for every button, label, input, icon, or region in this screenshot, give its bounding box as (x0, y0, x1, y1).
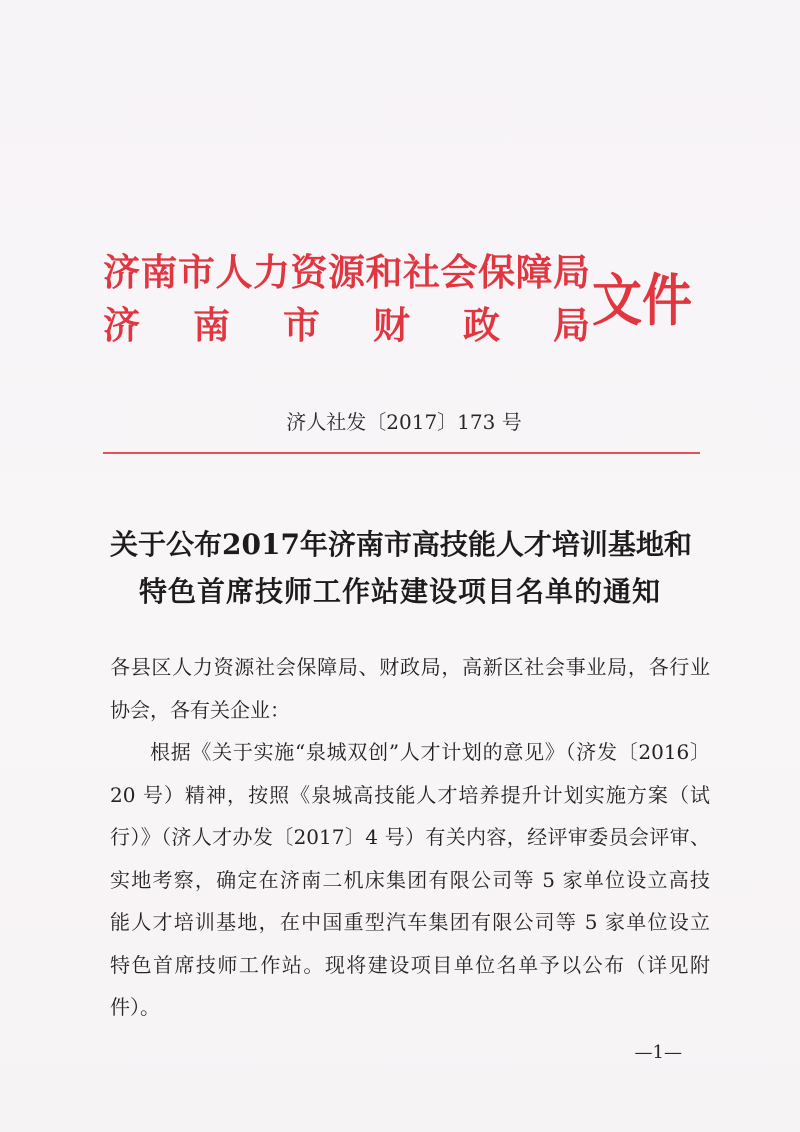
page-number: —1— (634, 1042, 682, 1063)
body-line: 特色首席技师工作站。现将建设项目单位名单予以公布（详见附 (110, 952, 710, 977)
body-line: 实地考察，确定在济南二机床集团有限公司等 5 家单位设立高技 (110, 867, 710, 892)
body-line: 能人才培训基地，在中国重型汽车集团有限公司等 5 家单位设立 (110, 910, 710, 934)
document-title-line-2: 特色首席技师工作站建设项目名单的通知 (138, 575, 661, 608)
document-number: 济人社发〔2017〕173 号 (286, 410, 522, 434)
body-line: 20 号）精神，按照《泉城高技能人才培养提升计划实施方案（试 (110, 782, 710, 807)
salutation-line: 各县区人力资源社会保障局、财政局，高新区社会事业局，各行业 (110, 655, 710, 679)
body-line: 根据《关于实施“泉城双创”人才计划的意见》（济发〔2016〕 (150, 740, 710, 764)
body-line: 行）》（济人才办发〔2017〕4 号）有关内容，经评审委员会评审、 (110, 825, 710, 849)
document-header-suffix: 文件 (592, 267, 692, 334)
issuer-line-finance-bureau: 济南市财政局 (103, 303, 590, 347)
document-title-line-1: 关于公布2017年济南市高技能人才培训基地和 (110, 528, 692, 561)
document-body (110, 646, 710, 1029)
red-divider-line (103, 452, 700, 454)
issuer-line-hr-bureau: 济南市人力资源和社会保障局 (103, 250, 590, 294)
body-line: 件）。 (110, 995, 160, 1019)
salutation-line: 协会，各有关企业： (110, 697, 290, 722)
